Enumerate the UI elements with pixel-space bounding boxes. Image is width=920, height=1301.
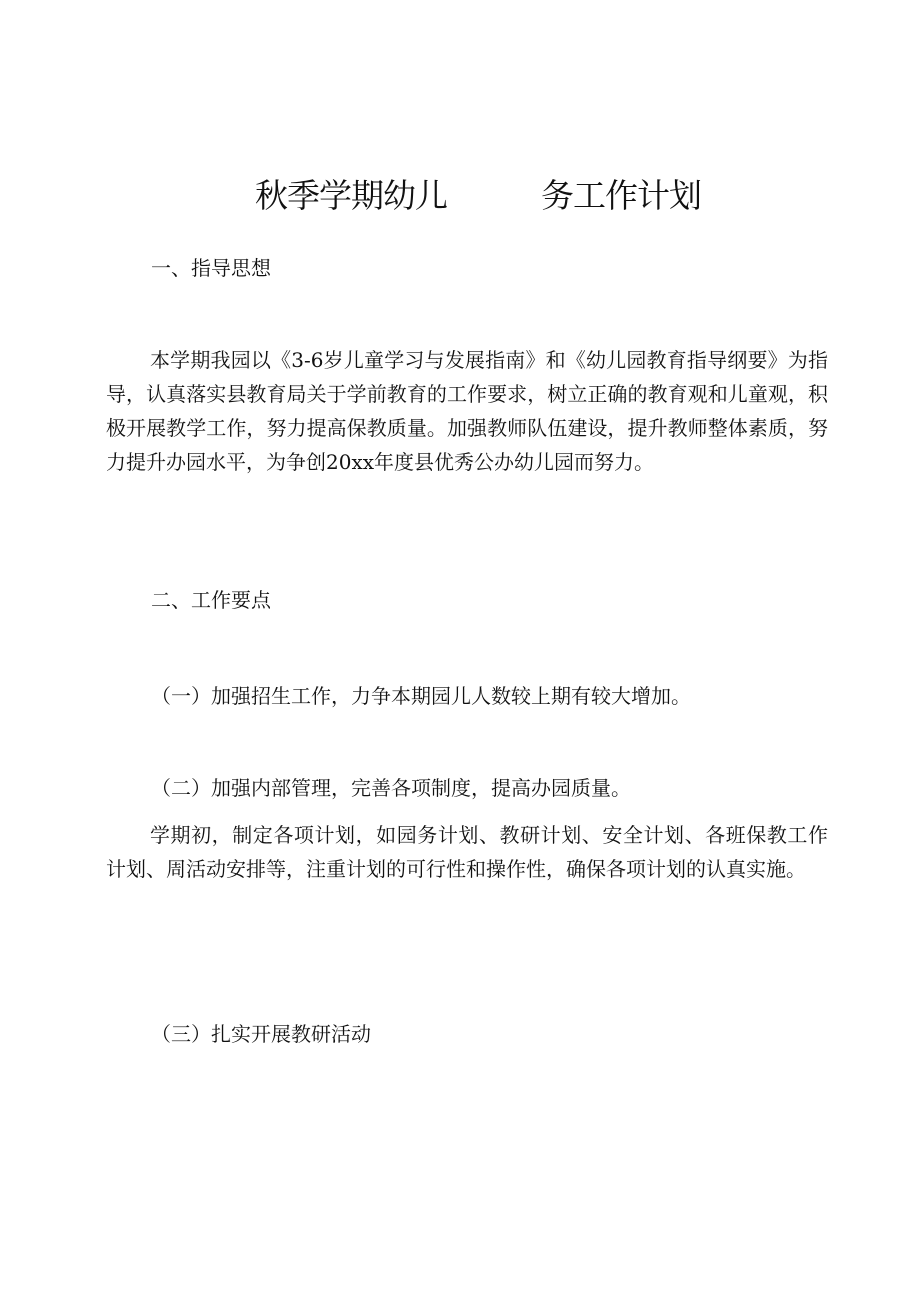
section-heading-work-points: 二、工作要点 (151, 588, 271, 612)
work-point-item-3: （三）扎实开展教研活动 (151, 1022, 371, 1046)
work-point-item-1: （一）加强招生工作，力争本期园儿人数较上期有较大增加。 (151, 684, 691, 708)
section-heading-guiding-thought: 一、指导思想 (151, 256, 271, 280)
guiding-thought-paragraph: 本学期我园以《3-6岁儿童学习与发展指南》和《幼儿园教育指导纲要》为指导，认真落实县教育局关于学前教育的工作要求，树立正确的教育观和儿童观，积极开展教学工作，努力提高保教质量。加强教师队伍建设，提升教师整体素质，努力提升办园水平，为争创20xx年度县优秀公办幼儿园而努力。 (106, 348, 828, 474)
document-title-part2: 务工作计划 (541, 176, 701, 215)
document-title-part1: 秋季学期幼儿 (255, 176, 447, 215)
work-point-item-2-paragraph: 学期初，制定各项计划，如园务计划、教研计划、安全计划、各班保教工作计划、周活动安排等，注重计划的可行性和操作性，确保各项计划的认真实施。 (106, 823, 828, 881)
work-point-item-2: （二）加强内部管理，完善各项制度，提高办园质量。 (151, 776, 631, 800)
